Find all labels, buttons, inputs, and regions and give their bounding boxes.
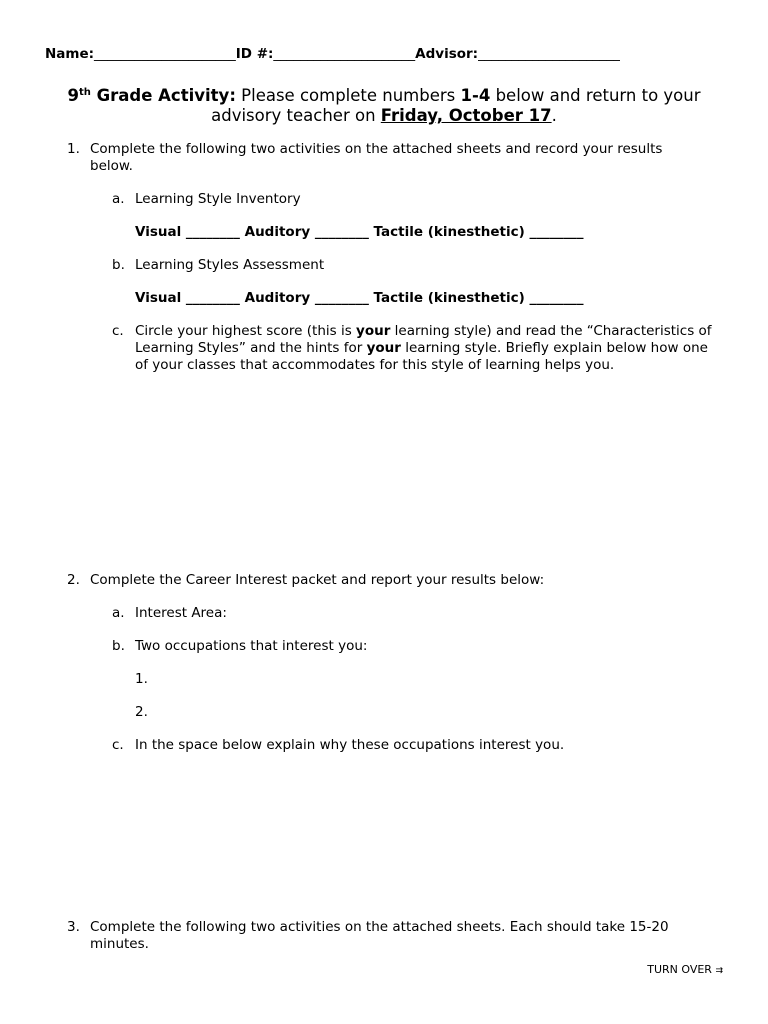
title-text-1: Please complete numbers xyxy=(235,86,461,105)
q2-b-label: b. xyxy=(112,638,125,654)
q2-a-text: Interest Area: xyxy=(135,605,227,621)
q1-c-label: c. xyxy=(112,323,124,339)
advisor-blank: _____________________ xyxy=(478,46,620,62)
title-text-2: below and return to your xyxy=(490,86,701,105)
q1-b-scores: Visual ________ Auditory ________ Tactile (kinesthetic) ________ xyxy=(135,290,584,306)
grade-superscript: th xyxy=(78,87,91,98)
q2-c-text: In the space below explain why these occupations interest you. xyxy=(135,737,565,753)
name-blank: _____________________ xyxy=(94,46,236,62)
q2-b-text: Two occupations that interest you: xyxy=(135,638,368,654)
title-period: . xyxy=(551,106,557,125)
question-3-number: 3. xyxy=(67,919,80,935)
q1-a-text: Learning Style Inventory xyxy=(135,191,301,207)
student-info-line xyxy=(45,46,620,63)
q2-c-label: c. xyxy=(112,737,124,753)
grade-number: 9 xyxy=(67,86,79,105)
question-1-number: 1. xyxy=(67,141,80,157)
question-2-number: 2. xyxy=(67,572,80,588)
q2-b-item-2: 2. xyxy=(135,704,148,720)
q1-a-scores: Visual ________ Auditory ________ Tactile (kinesthetic) ________ xyxy=(135,224,584,240)
q1-c-part-2: learning style) and read the “Characteristics of Learning Styles” and the hints for xyxy=(135,323,712,356)
title-range: 1-4 xyxy=(460,86,491,105)
page-title xyxy=(0,86,768,106)
question-1-text: Complete the following two activities on the attached sheets and record your results below. xyxy=(90,141,663,174)
turn-over-label: TURN OVER xyxy=(647,963,712,976)
q1-c-emphasis-1: your xyxy=(356,323,391,339)
q1-a-label: a. xyxy=(112,191,125,207)
id-blank: _____________________ xyxy=(273,46,416,62)
title-text-3: advisory teacher on xyxy=(211,106,381,125)
q2-a-label: a. xyxy=(112,605,125,621)
question-2-text: Complete the Career Interest packet and report your results below: xyxy=(90,572,545,588)
page-title-line-2 xyxy=(0,106,768,126)
due-date: Friday, October 17 xyxy=(380,106,552,125)
advisor-label: Advisor: xyxy=(415,46,479,62)
q1-c-emphasis-2: your xyxy=(366,340,401,356)
q2-b-item-1: 1. xyxy=(135,671,148,687)
name-label: Name: xyxy=(45,46,95,62)
q1-b-text: Learning Styles Assessment xyxy=(135,257,325,273)
q1-c-text xyxy=(135,323,720,374)
id-label: ID #: xyxy=(235,46,274,62)
turn-over-note xyxy=(647,963,722,978)
grade-activity-label: Grade Activity: xyxy=(90,86,236,105)
question-3-text: Complete the following two activities on the attached sheets. Each should take 15-20 minutes. xyxy=(90,919,669,952)
q1-c-part-3: learning style. Briefly explain below how one of your classes that accommodates for this style of learning helps you. xyxy=(135,340,708,373)
q1-c-part-1: Circle your highest score (this is xyxy=(135,323,357,339)
q1-b-label: b. xyxy=(112,257,125,273)
arrow-icon: ⇉ xyxy=(715,966,722,976)
